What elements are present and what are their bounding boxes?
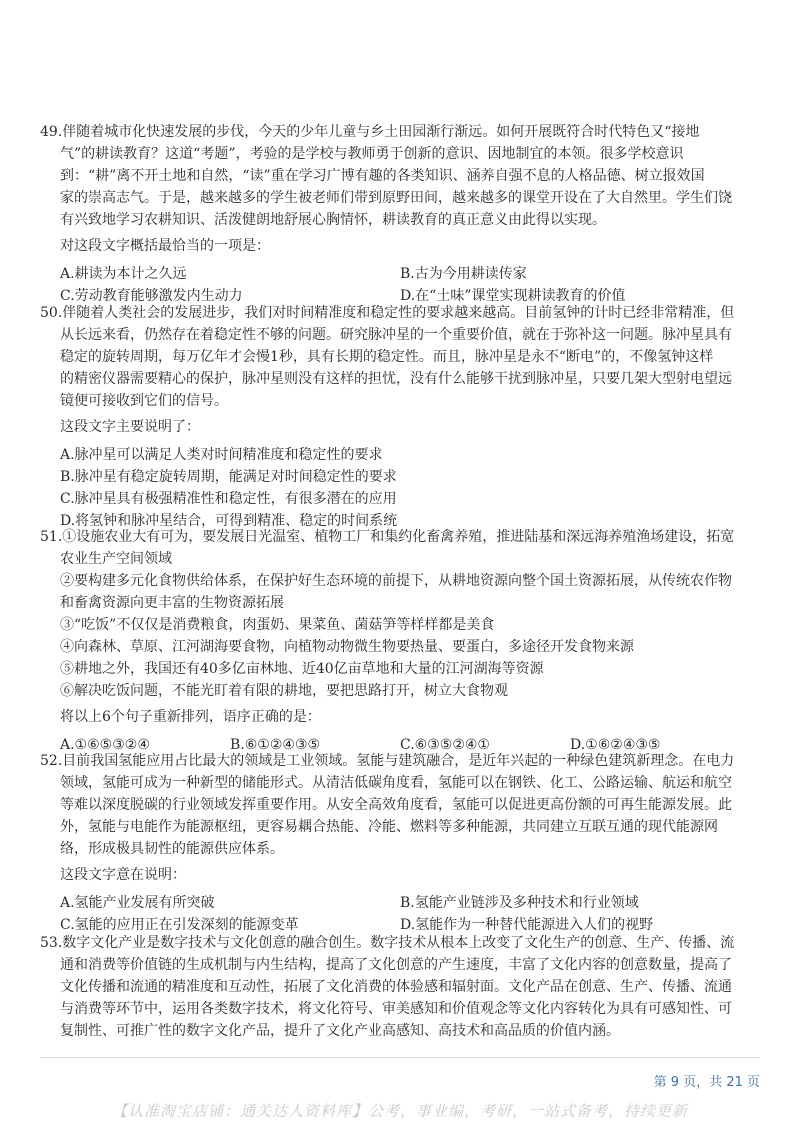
option-c[interactable]: C.脉冲星具有极强精准性和稳定性，有很多潜在的应用 (60, 491, 397, 507)
option-d[interactable]: D.①⑥②④③⑤ (570, 737, 661, 753)
question-49-line: 气”的耕读教育？这道“考题”，考验的是学校与教师勇于创新的意识、因地制宜的本领。很多学校意识 (60, 146, 684, 162)
question-50-line: 50.伴随着人类社会的发展进步，我们对时间精准度和稳定性的要求越来越高。目前氢钟的计时已经非常精准，但 (40, 305, 735, 321)
question-53-line: 53.数字文化产业是数字技术与文化创意的融合创生。数字技术从根本上改变了文化生产的创意、生产、传播、流 (40, 935, 735, 951)
question-51-line: ④向森林、草原、江河湖海要食物，向植物动物微生物要热量、要蛋白，多途径开发食物来源 (60, 639, 634, 655)
question-53-line: 复制性、可推广性的数字文化产品，提升了文化产业高感知、高技术和高品质的价值内涵。 (60, 1023, 620, 1039)
question-50-line: 从长远来看，仍然存在着稳定性不够的问题。研究脉冲星的一个重要价值，就在于弥补这一问题。脉冲星具有 (60, 327, 732, 343)
footer-divider (40, 1057, 760, 1058)
question-50-prompt: 这段文字主要说明了： (60, 419, 200, 435)
question-51 (40, 526, 770, 756)
option-b[interactable]: B.氢能产业链涉及多种技术和行业领域 (400, 895, 639, 911)
option-b[interactable]: B.脉冲星有稳定旋转周期，能满足对时间稳定性的要求 (60, 469, 397, 485)
option-a[interactable]: A.①⑥⑤③②④ (60, 737, 150, 753)
question-51-line: ②要构建多元化食物供给体系，在保护好生态环境的前提下，从耕地资源向整个国土资源拓展，从传统农作物 (60, 573, 732, 589)
question-51-line: 51.①设施农业大有可为，要发展日光温室、植物工厂和集约化畜禽养殖，推进陆基和深远海养殖渔场建设，拓宽 (40, 529, 735, 545)
question-50 (40, 302, 770, 532)
option-c[interactable]: C.劳动教育能够激发内生动力 (60, 288, 243, 304)
question-49-line: 到：“耕”离不开土地和自然，“读”重在学习广博有趣的各类知识、涵养自强不息的人格品德、树立报效国 (60, 168, 705, 184)
option-b[interactable]: B.古为今用耕读传家 (400, 266, 527, 282)
option-c[interactable]: C.⑥③⑤②④① (400, 737, 490, 753)
question-52-line: 等难以深度脱碳的行业领域发挥重要作用。从安全高效角度看，氢能可以促进更高份额的可再生能源发展。此 (60, 797, 732, 813)
question-51-line: 和畜禽资源向更丰富的生物资源拓展 (60, 595, 284, 611)
option-a[interactable]: A.氢能产业发展有所突破 (60, 895, 215, 911)
question-52-prompt: 这段文字意在说明： (60, 867, 186, 883)
question-49-line: 49.伴随着城市化快速发展的步伐，今天的少年儿童与乡土田园渐行渐远。如何开展既符合时代特色又“接地 (40, 124, 700, 140)
question-52-line: 52.目前我国氢能应用占比最大的领域是工业领域。氢能与建筑融合，是近年兴起的一种绿色建筑新理念。在电力 (40, 753, 735, 769)
watermark-text: 【认准淘宝店铺：通关达人资料库】公考，事业编，考研，一站式备考，持续更新 (111, 1102, 688, 1120)
question-50-options (40, 444, 770, 532)
question-51-line: ③“吃饭”不仅仅是消费粮食，肉蛋奶、果菜鱼、菌菇笋等样样都是美食 (60, 617, 495, 633)
question-51-line: 农业生产空间领域 (60, 551, 172, 567)
question-53 (40, 932, 770, 1042)
option-d[interactable]: D.将氢钟和脉冲星结合，可得到精准、稳定的时间系统 (60, 513, 398, 529)
question-49-options (40, 263, 770, 307)
question-53-line: 文化传播和流通的精准度和互动性，拓展了文化消费的体验感和辐射面。文化产品在创意、生产、传播、流通 (60, 979, 732, 995)
option-d[interactable]: D.在“土味”课堂实现耕读教育的价值 (400, 288, 626, 304)
question-50-line: 镜便可接收到它们的信号。 (60, 393, 228, 409)
question-53-line: 与消费等环节中，运用各类数字技术，将文化符号、审美感知和价值观念等文化内容转化为具有可感知性、可 (60, 1001, 732, 1017)
question-50-line: 稳定的旋转周期，每万亿年才会慢1秒，具有长期的稳定性。而且，脉冲星是永不“断电”的，不像氢钟这样 (60, 349, 714, 365)
question-51-line: ⑤耕地之外，我国还有40多亿亩林地、近40亿亩草地和大量的江河湖海等资源 (60, 661, 544, 677)
option-c[interactable]: C.氢能的应用正在引发深刻的能源变革 (60, 917, 299, 933)
question-52-line: 领域，氢能可成为一种新型的储能形式。从清洁低碳角度看，氢能可以在钢铁、化工、公路运输、航运和航空 (60, 775, 732, 791)
option-d[interactable]: D.氢能作为一种替代能源进入人们的视野 (400, 917, 654, 933)
question-49-line: 家的崇高志气。于是，越来越多的学生被老师们带到原野田间，越来越多的课堂开设在了大自然里。学生们饶 (60, 190, 732, 206)
question-52 (40, 750, 770, 936)
question-52-line: 络，形成极具韧性的能源供应体系。 (60, 841, 284, 857)
option-a[interactable]: A.脉冲星可以满足人类对时间精准度和稳定性的要求 (60, 447, 383, 463)
question-49 (40, 121, 770, 307)
question-52-options (40, 892, 770, 936)
page-number: 第 9 页，共 21 页 (653, 1075, 760, 1090)
option-a[interactable]: A.耕读为本计之久远 (60, 266, 187, 282)
question-49-prompt: 对这段文字概括最恰当的一项是： (60, 238, 270, 254)
option-b[interactable]: B.⑥①②④③⑤ (230, 737, 321, 753)
question-51-line: ⑥解决吃饭问题，不能光盯着有限的耕地，要把思路打开，树立大食物观 (60, 683, 508, 699)
question-50-line: 的精密仪器需要精心的保护，脉冲星则没有这样的担忧，没有什么能够干扰到脉冲星，只要几架大型射电望远 (60, 371, 732, 387)
question-53-line: 通和消费等价值链的生成机制与内生结构，提高了文化创意的产生速度，丰富了文化内容的创意数量，提高了 (60, 957, 732, 973)
question-51-prompt: 将以上6个句子重新排列，语序正确的是： (60, 709, 321, 725)
question-49-line: 有兴致地学习农耕知识、活泼健朗地舒展心胸情怀，耕读教育的真正意义由此得以实现。 (60, 212, 606, 228)
question-52-line: 外，氢能与电能作为能源枢纽，更容易耦合热能、冷能、燃料等多种能源，共同建立互联互通的现代能源网 (60, 819, 718, 835)
